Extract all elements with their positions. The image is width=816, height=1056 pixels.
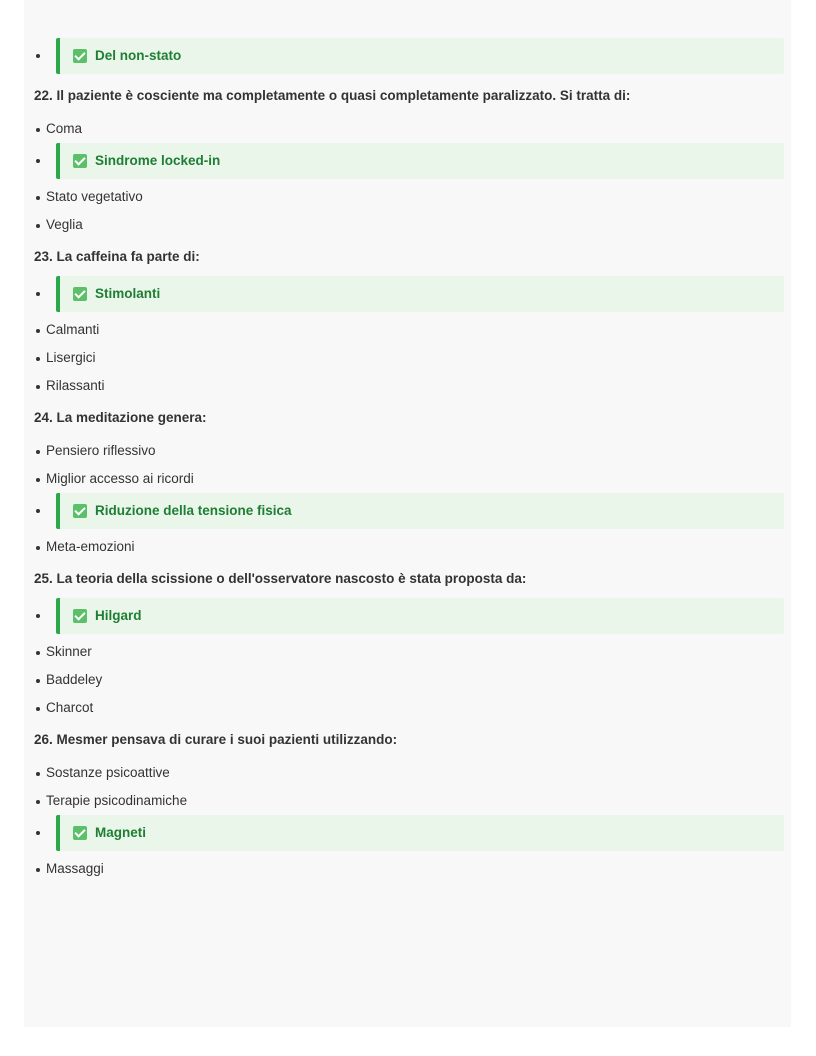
check-square-icon [73,287,87,301]
option-list [34,115,784,239]
correct-answer-text: Sindrome locked-in [95,153,221,168]
correct-answer-text: Riduzione della tensione fisica [95,503,292,518]
correct-answer-text: Magneti [95,825,147,840]
question-block [34,400,784,561]
answer-option: Charcot [34,694,784,722]
correct-answer-text: Del non-stato [95,48,182,63]
option-list [34,759,784,883]
answer-option: Stato vegetativo [34,183,784,211]
correct-answer-box [56,276,784,312]
answer-option: Sostanze psicoattive [34,759,784,787]
answer-option: Massaggi [34,855,784,883]
quiz-content [34,38,784,883]
question-block [34,722,784,883]
correct-answer-item [34,38,784,74]
answer-option: Coma [34,115,784,143]
question-title: 22. Il paziente è cosciente ma completamente o quasi completamente paralizzato. Si tratta di: [34,88,631,103]
question-block [34,239,784,400]
correct-answer-item [34,598,784,634]
correct-answer-box [56,38,784,74]
option-list [34,437,784,561]
question-title: 23. La caffeina fa parte di: [34,249,200,264]
answer-option: Terapie psicodinamiche [34,787,784,815]
answer-option: Veglia [34,211,784,239]
correct-answer-box [56,815,784,851]
answer-option: Miglior accesso ai ricordi [34,465,784,493]
question-list [34,78,784,883]
check-square-icon [73,49,87,63]
check-square-icon [73,826,87,840]
correct-answer-box [56,598,784,634]
check-square-icon [73,154,87,168]
answer-option: Baddeley [34,666,784,694]
answer-option: Pensiero riflessivo [34,437,784,465]
answer-option: Skinner [34,638,784,666]
check-square-icon [73,609,87,623]
question-block [34,78,784,239]
check-square-icon [73,504,87,518]
correct-answer-box [56,143,784,179]
quiz-page [24,0,791,1027]
correct-answer-item [34,815,784,851]
question-title: 26. Mesmer pensava di curare i suoi pazienti utilizzando: [34,732,398,747]
correct-answer-item [34,276,784,312]
leading-option-list [34,38,784,74]
question-block [34,561,784,722]
option-list [34,276,784,400]
answer-option: Lisergici [34,344,784,372]
option-list [34,598,784,722]
question-title: 25. La teoria della scissione o dell'osservatore nascosto è stata proposta da: [34,571,527,586]
correct-answer-box [56,493,784,529]
correct-answer-item [34,493,784,529]
answer-option: Calmanti [34,316,784,344]
answer-option: Rilassanti [34,372,784,400]
correct-answer-text: Stimolanti [95,286,161,301]
answer-option: Meta-emozioni [34,533,784,561]
correct-answer-item [34,143,784,179]
question-title: 24. La meditazione genera: [34,410,207,425]
correct-answer-text: Hilgard [95,608,142,623]
